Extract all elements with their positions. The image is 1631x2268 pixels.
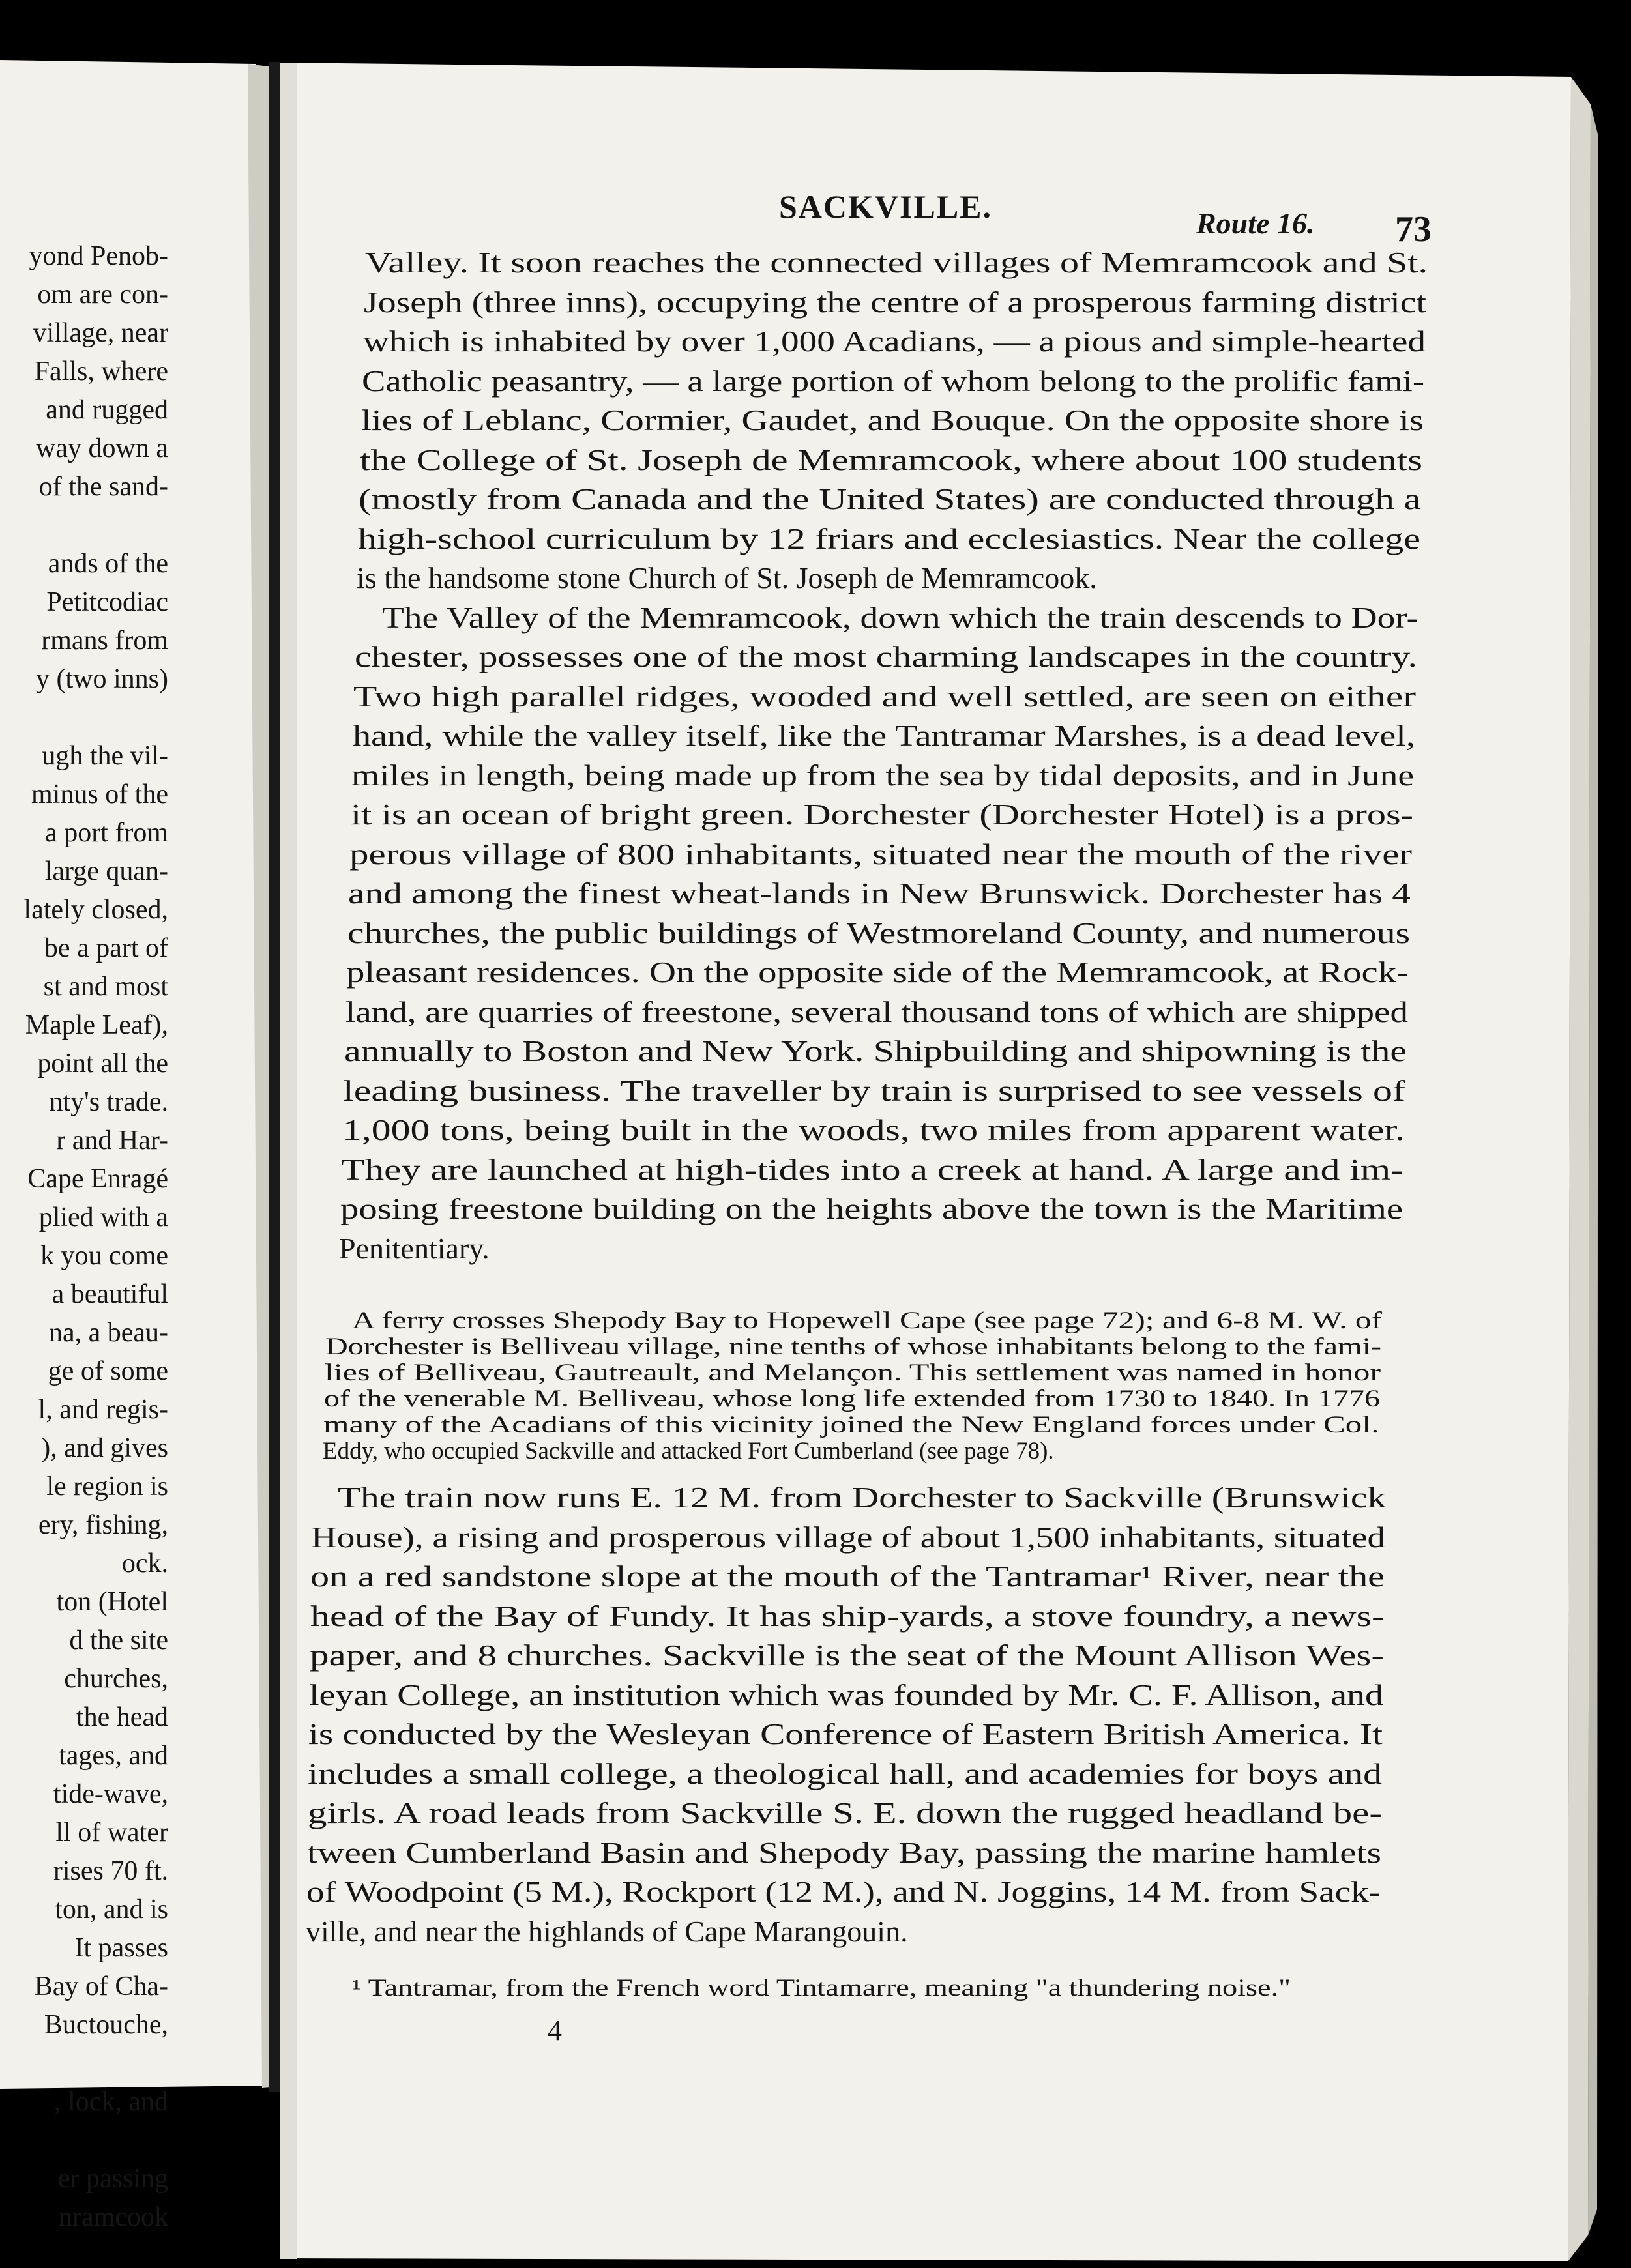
left-page-line: er passing: [57, 2164, 168, 2194]
left-page-line: le region is: [46, 1472, 168, 1502]
body-line: high-school curriculum by 12 friars and ecclesiastics. Near the college: [358, 521, 1420, 555]
page-number: 73: [1395, 209, 1432, 250]
left-page-line: st and most: [43, 972, 168, 1002]
left-page-line: r and Har-: [56, 1126, 168, 1156]
left-page-line: om are con-: [37, 280, 168, 310]
left-page-line: nty's trade.: [49, 1087, 168, 1117]
left-page-line: ge of some: [48, 1356, 168, 1386]
body-line: Penitentiary.: [339, 1231, 490, 1265]
body-line: chester, possesses one of the most charming landscapes in the country.: [355, 640, 1417, 673]
left-page-line: ton (Hotel: [56, 1587, 168, 1617]
left-page-line: a port from: [45, 818, 168, 848]
body-line: annually to Boston and New York. Shipbuilding and shipowning is the: [344, 1034, 1407, 1068]
small-print-line: of the venerable M. Belliveau, whose long life extended from 1730 to 1840. In 1776: [324, 1386, 1380, 1412]
small-print-line: many of the Acadians of this vicinity joined the New England forces under Col.: [323, 1412, 1379, 1438]
body-line: The train now runs E. 12 M. from Dorchester to Sackville (Brunswick: [338, 1481, 1386, 1514]
left-page-line: y (two inns): [36, 664, 168, 694]
left-page-line: minus of the: [31, 779, 168, 809]
body-line: perous village of 800 inhabitants, situated near the mouth of the river: [349, 837, 1412, 871]
body-line: paper, and 8 churches. Sackville is the seat of the Mount Allison Wes-: [310, 1638, 1384, 1672]
left-page-line: tide-wave,: [53, 1779, 168, 1809]
body-line: head of the Bay of Fundy. It has ship-yards, a stove foundry, a news-: [310, 1599, 1385, 1633]
body-line: includes a small college, a theological hall, and academies for boys and: [308, 1756, 1382, 1790]
body-line: lies of Leblanc, Cormier, Gaudet, and Bouque. On the opposite shore is: [361, 403, 1424, 437]
body-line: land, are quarries of freestone, several thousand tons of which are shipped: [345, 995, 1408, 1028]
left-page-line: ll of water: [55, 1818, 168, 1848]
left-page-line: yond Penob-: [29, 241, 168, 271]
route-label: Route 16.: [1196, 207, 1315, 240]
body-line: Catholic peasantry, — a large portion of whom belong to the prolific fami-: [362, 364, 1424, 398]
left-page-line: the head: [76, 1702, 168, 1732]
left-page-line: churches,: [64, 1664, 168, 1694]
body-line: leyan College, an institution which was founded by Mr. C. F. Allison, and: [309, 1678, 1383, 1711]
left-page-line: way down a: [36, 433, 168, 463]
left-page-line: Falls, where: [34, 356, 168, 386]
body-line: hand, while the valley itself, like the Tantramar Marshes, is a dead level,: [353, 719, 1415, 752]
running-title: SACKVILLE.: [779, 188, 993, 225]
small-print-line: Eddy, who occupied Sackville and attacked Fort Cumberland (see page 78).: [323, 1438, 1054, 1464]
left-page-line: ton, and is: [55, 1895, 168, 1925]
footnote: ¹ Tantramar, from the French word Tintamarre, meaning "a thundering noise.": [352, 1975, 1291, 2001]
left-page-line: ugh the vil-: [42, 741, 168, 771]
body-line: House), a rising and prosperous village of about 1,500 inhabitants, situated: [311, 1520, 1385, 1554]
left-page-line: point all the: [37, 1049, 168, 1079]
left-page-line: Maple Leaf),: [25, 1010, 168, 1040]
body-line: leading business. The traveller by train is surprised to see vessels of: [343, 1073, 1405, 1107]
left-page-line: ), and gives: [41, 1433, 168, 1463]
small-print-line: lies of Belliveau, Gautreault, and Melançon. This settlement was named in honor: [325, 1359, 1381, 1386]
body-line: and among the finest wheat-lands in New Brunswick. Dorchester has 4: [348, 877, 1411, 910]
left-page-line: Bay of Cha-: [34, 1971, 168, 2001]
left-page-line: d the site: [69, 1625, 168, 1655]
body-line: the College of St. Joseph de Memramcook, where about 100 students: [360, 443, 1422, 476]
body-line: They are launched at high-tides into a creek at hand. A large and im-: [341, 1152, 1403, 1186]
body-line: girls. A road leads from Sackville S. E. down the rugged headland be-: [308, 1796, 1382, 1829]
body-line: of Woodpoint (5 M.), Rockport (12 M.), and N. Joggins, 14 M. from Sack-: [306, 1875, 1381, 1908]
small-print-line: A ferry crosses Shepody Bay to Hopewell Cape (see page 72); and 6-8 M. W. of: [352, 1307, 1382, 1334]
left-page-line: ands of the: [48, 549, 168, 579]
left-page-line: ery, fishing,: [38, 1510, 168, 1540]
left-page-line: a beautiful: [51, 1279, 168, 1309]
left-page-line: Buctouche,: [44, 2010, 168, 2040]
body-line: The Valley of the Memramcook, down which the train descends to Dor-: [382, 600, 1418, 634]
left-page-line: of the sand-: [38, 472, 168, 502]
printer-signature: 4: [548, 2014, 562, 2046]
small-print-line: Dorchester is Belliveau village, nine tenths of whose inhabitants belong to the fami-: [325, 1333, 1381, 1360]
left-page-line: rises 70 ft.: [53, 1856, 168, 1886]
body-line: it is an ocean of bright green. Dorchester (Dorchester Hotel) is a pros-: [351, 798, 1413, 831]
body-line: which is inhabited by over 1,000 Acadians, — a pious and simple-hearted: [363, 325, 1426, 358]
body-line: (mostly from Canada and the United States) are conducted through a: [359, 482, 1421, 516]
left-page-line: k you come: [40, 1241, 168, 1271]
body-line: Valley. It soon reaches the connected villages of Memramcook and St.: [365, 246, 1428, 279]
body-line: on a red sandstone slope at the mouth of the Tantramar¹ River, near the: [310, 1560, 1385, 1593]
body-line: 1,000 tons, being built in the woods, two miles from apparent water.: [342, 1113, 1405, 1146]
left-page-line: village, near: [33, 318, 168, 348]
left-page-line: na, a beau-: [48, 1318, 168, 1348]
body-line: ville, and near the highlands of Cape Marangouin.: [306, 1914, 908, 1948]
left-page-line: nramcook: [59, 2202, 168, 2232]
left-page-line: Petitcodiac: [46, 587, 168, 617]
left-page-line: lately closed,: [23, 895, 168, 925]
left-page-line: It passes: [74, 1933, 168, 1963]
left-page-line: plied with a: [38, 1202, 168, 1232]
left-page-line: large quan-: [44, 856, 168, 886]
left-page-line: , lock, and: [54, 2087, 168, 2117]
body-line: churches, the public buildings of Westmoreland County, and numerous: [347, 916, 1410, 950]
left-page-line: be a part of: [44, 933, 168, 963]
body-line: pleasant residences. On the opposite side of the Memramcook, at Rock-: [346, 955, 1409, 989]
left-page-line: ock.: [121, 1548, 168, 1578]
body-line: is the handsome stone Church of St. Joseph de Memramcook.: [357, 561, 1097, 594]
left-page-line: and rugged: [46, 395, 168, 425]
left-page-line: rmans from: [41, 626, 168, 656]
body-line: Two high parallel ridges, wooded and well settled, are seen on either: [353, 679, 1416, 713]
left-page-line: l, and regis-: [38, 1395, 168, 1425]
body-line: posing freestone building on the heights above the town is the Maritime: [340, 1192, 1403, 1225]
body-line: is conducted by the Wesleyan Conference of Eastern British America. It: [308, 1717, 1383, 1751]
body-line: Joseph (three inns), occupying the centre of a prosperous farming district: [364, 285, 1426, 319]
body-line: tween Cumberland Basin and Shepody Bay, passing the marine hamlets: [307, 1835, 1381, 1869]
body-line: miles in length, being made up from the sea by tidal deposits, and in June: [351, 758, 1414, 792]
left-page-line: Cape Enragé: [27, 1164, 168, 1194]
left-page-line: tages, and: [59, 1741, 168, 1771]
